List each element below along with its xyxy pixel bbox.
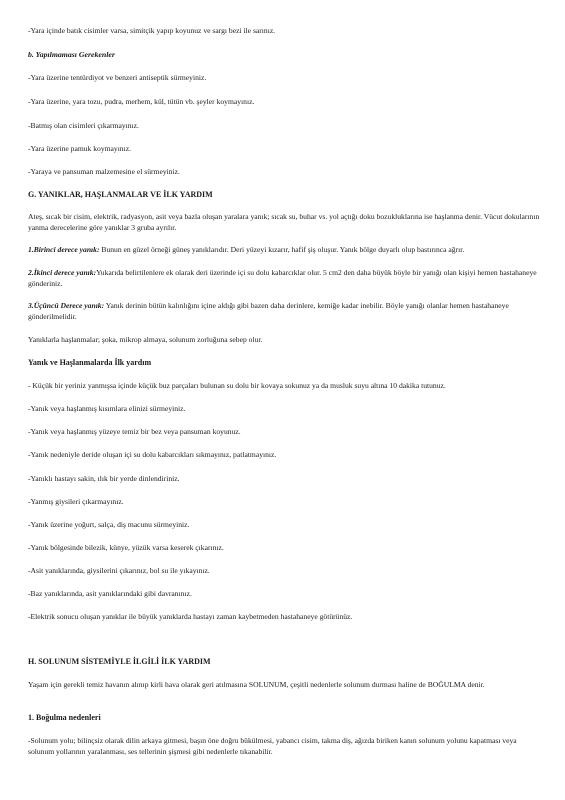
degree-lead: 3.Üçüncü Derece yanık:	[28, 301, 105, 310]
section-heading-breathing: H. SOLUNUM SİSTEMİYLE İLGİLİ İLK YARDIM	[28, 657, 211, 666]
list-item: -Baz yanıklarında, asit yanıklarındaki gibi davranınız.	[28, 589, 192, 598]
list-item: -Yanık üzerine yoğurt, salça, diş macunu sürmeyiniz.	[28, 520, 190, 529]
list-item: -Yanık bölgesinde bilezik, künye, yüzük varsa keserek çıkarınız.	[28, 543, 224, 552]
degree-text: Yanık derinin bütün kalınlığını içine aldığı gibi bazen daha derinlere, kemiğe kadar inebilir. Böyle yanığı olanlar hemen hastahaneye gönderilmelidir.	[28, 301, 509, 321]
aid-heading: Yanık ve Haşlanmalarda İlk yardım	[28, 358, 152, 367]
degree-lead: 2.İkinci derece yanık:	[28, 268, 97, 277]
section-heading-burns: G. YANIKLAR, HAŞLANMALAR VE İLK YARDIM	[28, 190, 213, 199]
causes-text: -Solunum yolu; bilinçsiz olarak dilin arkaya gitmesi, başın öne doğru bükülmesi, yabancı cisim, takma diş, ağızda biriken kanın solunum yolunu kapatması veya solunum yollarının yaralanması, ses tellerinin şişmesi gibi nedenlerle tıkanabilir.	[28, 736, 517, 756]
degree-text: Yukarıda belirtilenlere ek olarak deri üzerinde içi su dolu kabarcıklar olur. 5 cm2 den daha büyük böyle bir yanığı olan kişiyi hemen hastahaneye gönderiniz.	[28, 268, 537, 288]
list-item: -Elektrik sonucu oluşan yanıklar ile büyük yanıklarda hastayı zaman kaybetmeden hastahaneye götürünüz.	[28, 612, 353, 621]
list-item: -Asit yanıklarında, giysilerini çıkarınız, bol su ile yıkayınız.	[28, 566, 210, 575]
subheading-causes: 1. Boğulma nedenleri	[28, 713, 101, 722]
burns-note: Yanıklarla haşlanmalar; şoka, mikrop almaya, solunum zorluğuna sebep olur.	[28, 335, 263, 344]
list-item: -Yanık veya haşlanmış kısımlara elinizi sürmeyiniz.	[28, 404, 186, 413]
list-item: -Yara üzerine tentürdiyot ve benzeri antiseptik sürmeyiniz.	[28, 73, 207, 82]
list-item: -Yanmış giysileri çıkarmayınız.	[28, 497, 124, 506]
list-item: - Küçük bir yeriniz yanmışsa içinde küçük buz parçaları bulunan su dolu bir kovaya sokunuz ya da musluk suyu altına 10 dakika tutunuz.	[28, 381, 446, 390]
burn-degree-3	[28, 301, 540, 322]
degree-lead: 1.Birinci derece yanık:	[28, 245, 100, 254]
degree-text: Bunun en güzel örneği güneş yanıklarıdır. Deri yüzeyi kızarır, hafif şiş oluşur. Yanık bölge duyarlı olup bastırınca ağrır.	[99, 245, 465, 254]
list-item: -Yanık nedeniyle deride oluşan içi su dolu kabarcıkları sıkmayınız, patlatmayınız.	[28, 450, 277, 459]
burn-degree-2	[28, 268, 540, 289]
burns-intro: Ateş, sıcak bir cisim, elektrik, radyasyon, asit veya bazla oluşan yaralara yanık; sıcak su, buhar vs. yol açtığı doku bozukluklarına ise haşlanma denir. Vücut dokularının yanma derecelerine göre yanıklar 3 gruba ayrılır.	[28, 212, 540, 232]
list-item: -Yanıklı hastayı sakin, ılık bir yerde dinlendiriniz.	[28, 474, 180, 483]
burn-degree-1	[28, 245, 540, 256]
list-item: -Yaraya ve pansuman malzemesine el sürmeyiniz.	[28, 167, 180, 176]
breathing-intro: Yaşam için gerekli temiz havanın alınıp kirli hava olarak geri atılmasına SOLUNUM, çeşitli nedenlerle solunum durması haline de BOĞULMA denir.	[28, 680, 485, 689]
subheading-dont: b. Yapılmaması Gerekenler	[28, 50, 115, 59]
list-item: -Batmış olan cisimleri çıkarmayınız.	[28, 121, 139, 130]
wound-instruction: -Yara içinde batık cisimler varsa, simitçik yapıp koyunuz ve sargı bezi ile sarınız.	[28, 26, 276, 35]
list-item: -Yara üzerine, yara tozu, pudra, merhem, kül, tütün vb. şeyler koymayınız.	[28, 97, 255, 106]
list-item: -Yanık veya haşlanmış yüzeye temiz bir bez veya pansuman koyunuz.	[28, 427, 241, 436]
list-item: -Yara üzerine pamuk koymayınız.	[28, 144, 131, 153]
